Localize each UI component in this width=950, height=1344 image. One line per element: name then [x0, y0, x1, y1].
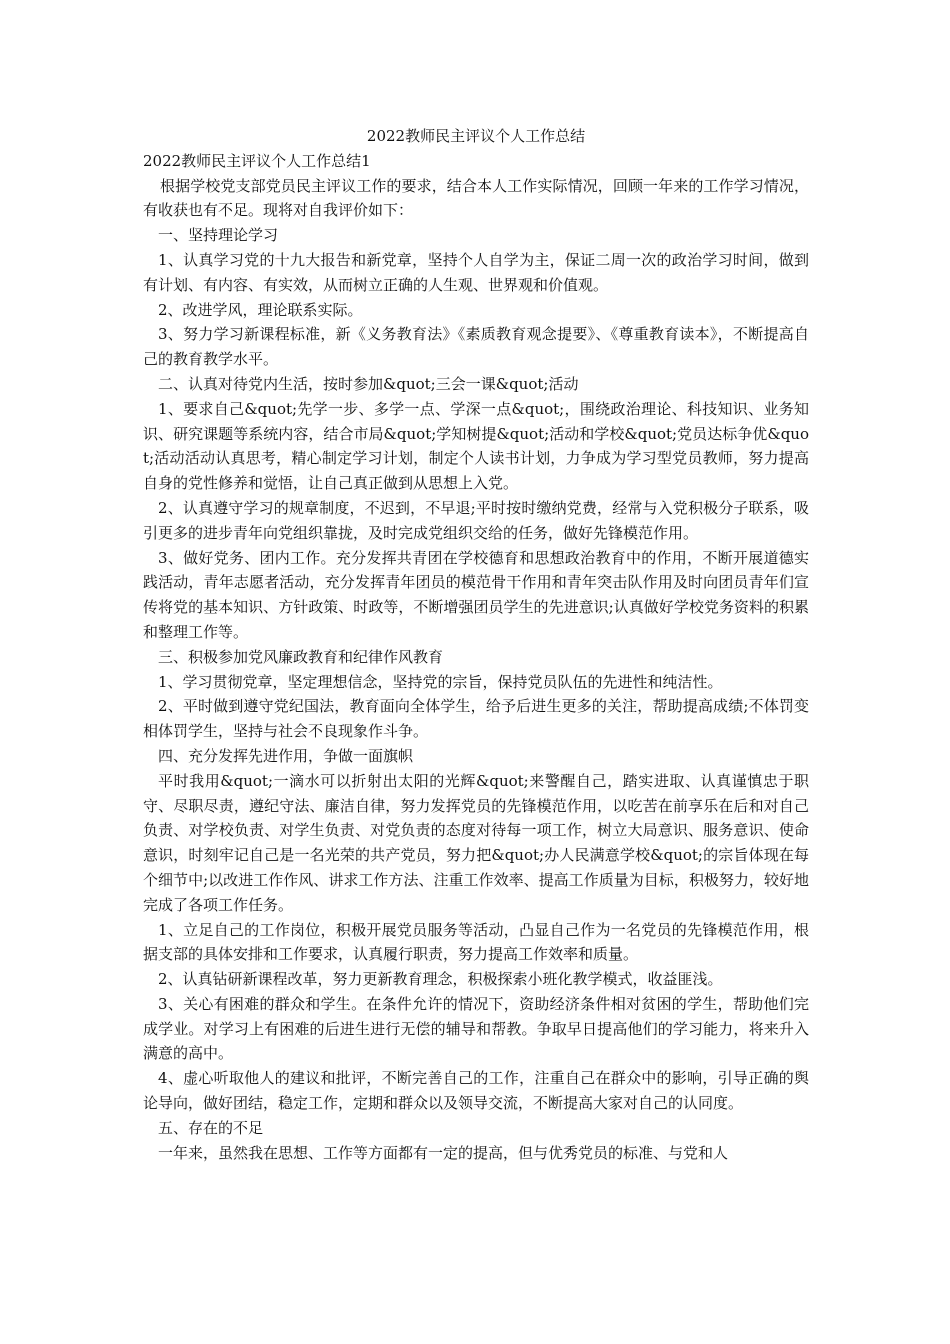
- section-heading-4: 四、充分发挥先进作用，争做一面旗帜: [158, 746, 414, 765]
- paragraph-4-intro: 平时我用&quot;一滴水可以折射出太阳的光辉&quot;来警醒自己，踏实进取、认真谨慎忠于职守、尽职尽责，遵纪守法、廉洁自律，努力发挥党员的先锋模范作用，以吃苦在前享乐在后和对自己负责、对学校负责、对学生负责、对党负责的态度对待每一项工作，树立大局意识、服务意识、使命意识，时刻牢记自己是一名光荣的共产党员，努力把&quot;办人民满意学校&quot;的宗旨体现在每个细节中;以改进工作作风、讲求工作方法、注重工作效率、提高工作质量为目标，积极努力，较好地完成了各项工作任务。: [143, 771, 809, 914]
- section-heading-1: 一、坚持理论学习: [158, 226, 279, 245]
- paragraph-2-3: 3、做好党务、团内工作。充分发挥共青团在学校德育和思想政治教育中的作用，不断开展道德实践活动，青年志愿者活动，充分发挥青年团员的模范骨干作用和青年突击队作用及时向团员青年们宣传将党的基本知识、方针政策、时政等，不断增强团员学生的先进意识;认真做好学校党务资料的积累和整理工作等。: [143, 548, 809, 641]
- paragraph-1-2: 2、改进学风，理论联系实际。: [158, 300, 363, 319]
- paragraph-1-1: 1、认真学习党的十九大报告和新党章，坚持个人自学为主，保证二周一次的政治学习时间，做到有计划、有内容、有实效，从而树立正确的人生观、世界观和价值观。: [143, 250, 809, 294]
- paragraph-2-1: 1、要求自己&quot;先学一步、多学一点、学深一点&quot;，围绕政治理论、科技知识、业务知识、研究课题等系统内容，结合市局&quot;学知树提&quot;活动和学校&quot;党员达标争优&quot;活动活动认真思考，精心制定学习计划，制定个人读书计划，力争成为学习型党员教师，努力提高自身的党性修养和觉悟，让自己真正做到从思想上入党。: [143, 399, 809, 493]
- paragraph-1-3: 3、努力学习新课程标准，新《义务教育法》《素质教育观念提要》、《尊重教育读本》，不断提高自己的教育教学水平。: [143, 325, 809, 369]
- paragraph-4-1: 1、立足自己的工作岗位，积极开展党员服务等活动，凸显自己作为一名党员的先锋模范作用，根据支部的具体安排和工作要求，认真履行职责，努力提高工作效率和质量。: [143, 920, 809, 964]
- paragraph-3-2: 2、平时做到遵守党纪国法，教育面向全体学生，给予后进生更多的关注，帮助提高成绩;不体罚变相体罚学生，坚持与社会不良现象作斗争。: [143, 697, 809, 741]
- paragraph-4-4: 4、虚心听取他人的建议和批评，不断完善自己的工作，注重自己在群众中的影响，引导正确的舆论导向，做好团结，稳定工作，定期和群众以及领导交流，不断提高大家对自己的认同度。: [143, 1069, 809, 1113]
- section-heading-3: 三、积极参加党风廉政教育和纪律作风教育: [158, 647, 444, 666]
- paragraph-4-2: 2、认真钻研新课程改革，努力更新教育理念，积极探索小班化教学模式，收益匪浅。: [158, 970, 723, 989]
- document-page: [143, 124, 809, 1165]
- section-heading-5: 五、存在的不足: [158, 1118, 264, 1137]
- document-subtitle: 2022教师民主评议个人工作总结1: [143, 151, 371, 170]
- paragraph-intro: 根据学校党支部党员民主评议工作的要求，结合本人工作实际情况，回顾一年来的工作学习情况，有收获也有不足。现将对自我评价如下：: [143, 176, 809, 220]
- paragraph-2-2: 2、认真遵守学习的规章制度，不迟到，不早退;平时按时缴纳党费，经常与入党积极分子联系，吸引更多的进步青年向党组织靠拢，及时完成党组织交给的任务，做好先锋模范作用。: [143, 498, 809, 542]
- document-title: 2022教师民主评议个人工作总结: [366, 127, 586, 145]
- paragraph-5-intro: 一年来，虽然我在思想、工作等方面都有一定的提高，但与优秀党员的标准、与党和人: [158, 1143, 729, 1162]
- paragraph-3-1: 1、学习贯彻党章，坚定理想信念，坚持党的宗旨，保持党员队伍的先进性和纯洁性。: [158, 672, 723, 691]
- paragraph-4-3: 3、关心有困难的群众和学生。在条件允许的情况下，资助经济条件相对贫困的学生，帮助他们完成学业。对学习上有困难的后进生进行无偿的辅导和帮教。争取早日提高他们的学习能力，将来升入满意的高中。: [143, 994, 809, 1063]
- section-heading-2: 二、认真对待党内生活，按时参加&quot;三会一课&quot;活动: [158, 374, 579, 393]
